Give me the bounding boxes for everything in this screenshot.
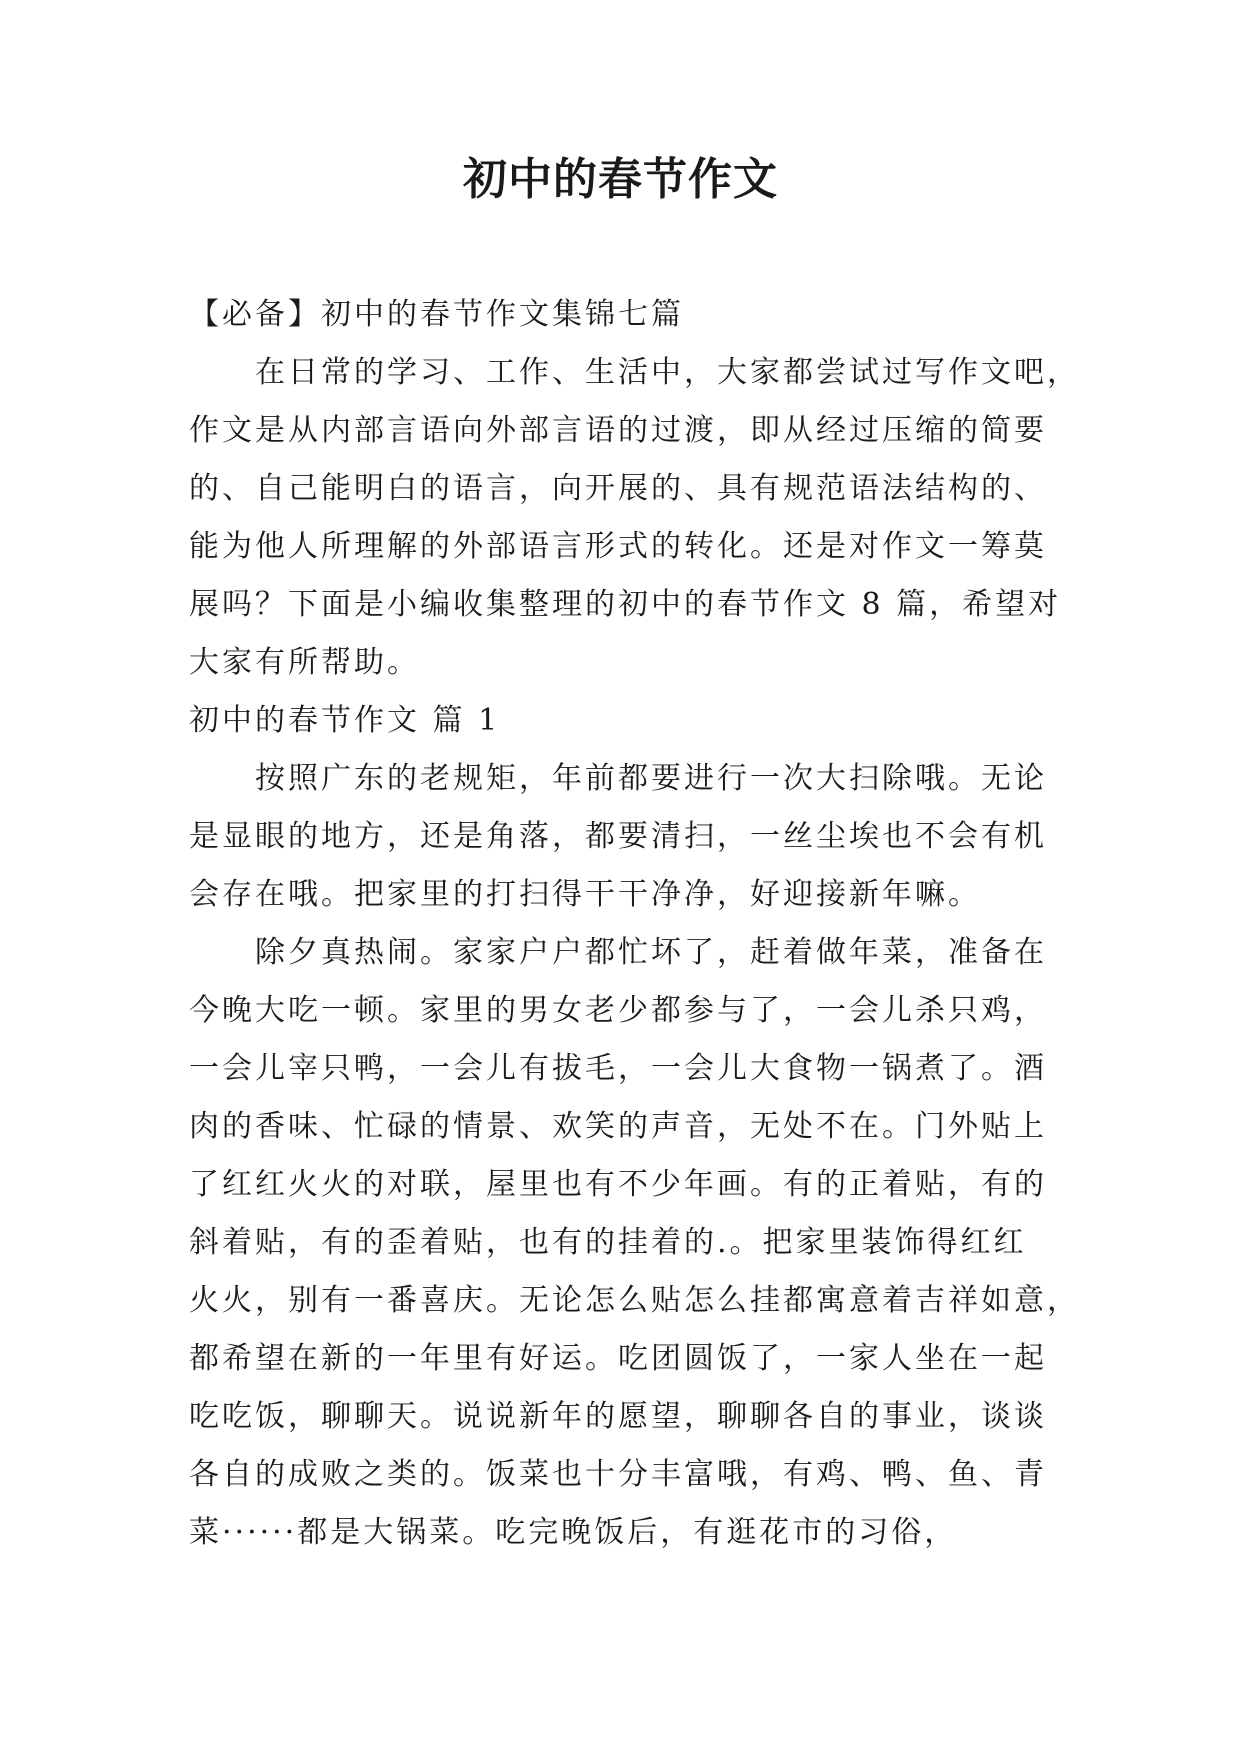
text-line: 今晚大吃一顿。家里的男女老少都参与了，一会儿杀只鸡， xyxy=(189,993,1047,1028)
text-line: 除夕真热闹。家家户户都忙坏了，赶着做年菜，准备在 xyxy=(255,935,1047,970)
text-line: 了红红火火的对联，屋里也有不少年画。有的正着贴，有的 xyxy=(189,1167,1047,1202)
document-title: 初中的春节作文 xyxy=(463,154,778,205)
text-line: 的、自己能明白的语言，向开展的、具有规范语法结构的、 xyxy=(189,471,1047,506)
text-line: 作文是从内部言语向外部言语的过渡，即从经过压缩的简要 xyxy=(189,413,1047,448)
text-line: 能为他人所理解的外部语言形式的转化。还是对作文一筹莫 xyxy=(189,529,1047,564)
text-line: 按照广东的老规矩，年前都要进行一次大扫除哦。无论 xyxy=(255,761,1047,796)
text-line: 【必备】初中的春节作文集锦七篇 xyxy=(189,297,684,332)
text-line: 是显眼的地方，还是角落，都要清扫，一丝尘埃也不会有机 xyxy=(189,819,1047,854)
text-line: 大家有所帮助。 xyxy=(189,645,420,680)
text-line: 在日常的学习、工作、生活中，大家都尝试过写作文吧， xyxy=(255,355,1080,390)
text-line: 一会儿宰只鸭，一会儿有拔毛，一会儿大食物一锅煮了。酒 xyxy=(189,1051,1047,1086)
text-line: 吃吃饭，聊聊天。说说新年的愿望，聊聊各自的事业，谈谈 xyxy=(189,1399,1047,1434)
text-line: 各自的成败之类的。饭菜也十分丰富哦，有鸡、鸭、鱼、青 xyxy=(189,1457,1047,1492)
text-line: 斜着贴，有的歪着贴，也有的挂着的.。把家里装饰得红红 xyxy=(189,1225,1027,1260)
document-body xyxy=(189,286,1080,1562)
text-line: 会存在哦。把家里的打扫得干干净净，好迎接新年嘛。 xyxy=(189,877,981,912)
text-line: 都希望在新的一年里有好运。吃团圆饭了，一家人坐在一起 xyxy=(189,1341,1047,1376)
text-line: 火火，别有一番喜庆。无论怎么贴怎么挂都寓意着吉祥如意， xyxy=(189,1283,1080,1318)
text-line: 初中的春节作文 篇 1 xyxy=(189,703,501,738)
text-line: 展吗？下面是小编收集整理的初中的春节作文 8 篇，希望对 xyxy=(189,587,1062,622)
text-line: 菜······都是大锅菜。吃完晚饭后，有逛花市的习俗， xyxy=(189,1515,958,1550)
text-line: 肉的香味、忙碌的情景、欢笑的声音，无处不在。门外贴上 xyxy=(189,1109,1047,1144)
